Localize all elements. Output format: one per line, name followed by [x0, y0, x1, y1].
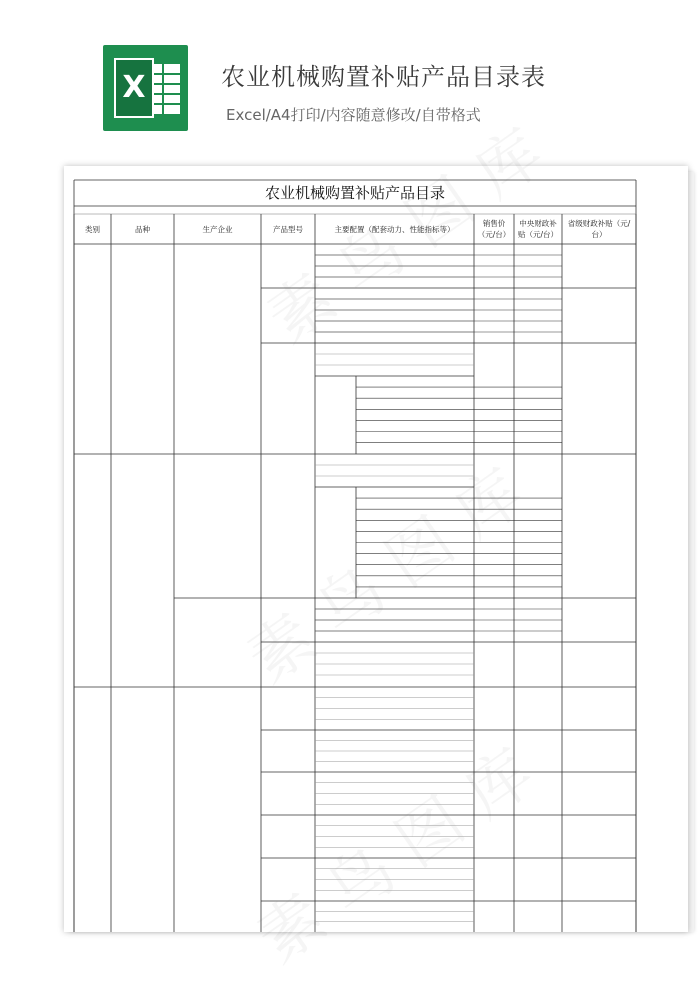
page-subtitle: Excel/A4打印/内容随意修改/自带格式 [226, 106, 481, 124]
page-title: 农业机械购置补贴产品目录表 [221, 63, 546, 91]
excel-doc-icon [114, 58, 154, 118]
col-header-manufacturer: 生产企业 [202, 225, 233, 234]
table-grid [64, 166, 688, 932]
col-header-variety: 品种 [135, 225, 150, 234]
excel-icon [103, 45, 188, 131]
col-header-price: 销售价 （元/台） [477, 219, 511, 239]
sheet-title: 农业机械购置补贴产品目录 [264, 184, 445, 202]
col-header-category: 类别 [85, 225, 100, 234]
spreadsheet-preview [64, 166, 688, 932]
col-header-config: 主要配置（配套动力、性能指标等） [334, 225, 455, 234]
page-header [0, 0, 700, 170]
col-header-central-subsidy: 中央财政补 贴（元/台） [517, 219, 559, 239]
excel-letter: X [122, 70, 146, 105]
col-header-model: 产品型号 [273, 225, 303, 234]
col-header-provincial-subsidy: 省级财政补贴（元/ 台） [567, 219, 631, 239]
